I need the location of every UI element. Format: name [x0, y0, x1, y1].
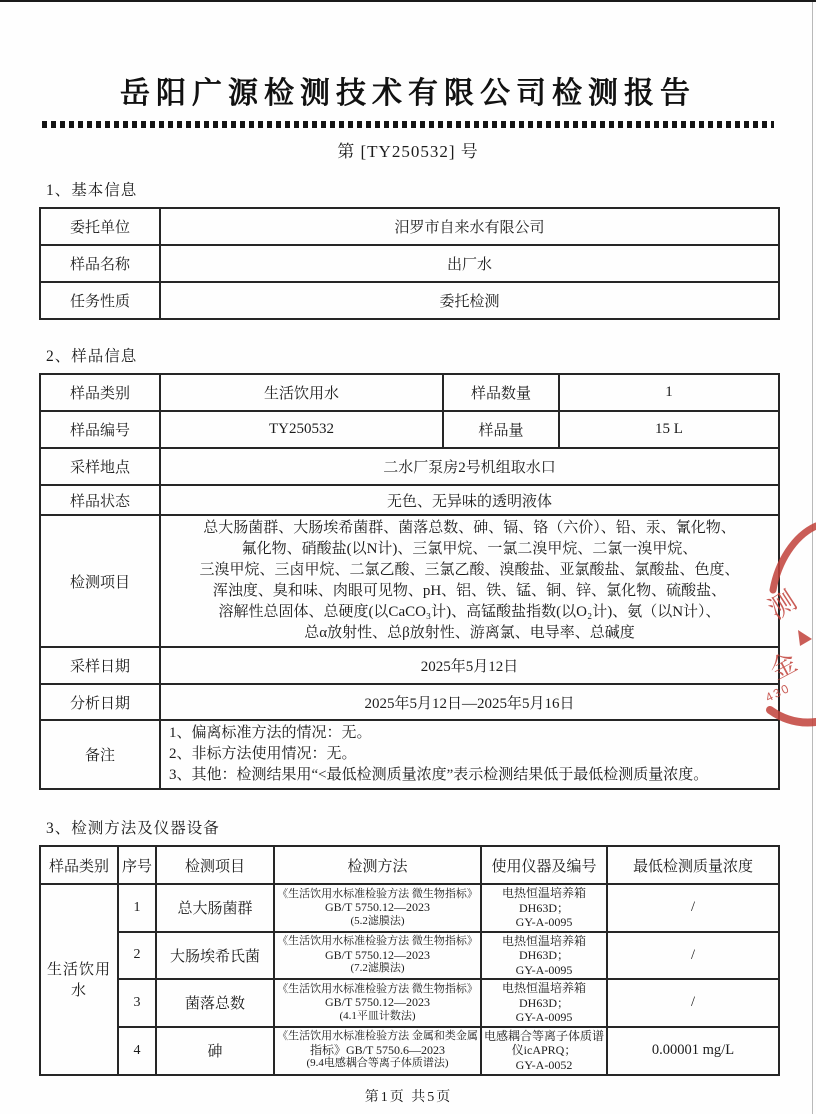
row-number: 4 [118, 1027, 156, 1075]
table-row [40, 720, 779, 789]
row-label: 检测项目 [40, 515, 160, 647]
test-items-line: 溶解性总固体、总硬度(以CaCO₃计)、高锰酸盐指数(以O₂计)、氨（以N计）、 [218, 604, 721, 620]
table-row [40, 245, 779, 282]
table-row [40, 448, 779, 485]
seal-glyph-icon: 测 [762, 585, 802, 626]
row-label: 样品数量 [443, 374, 559, 411]
test-items-line: 总α放射性、总β放射性、游离氯、电导率、总碱度 [304, 625, 635, 641]
report-title: 岳阳广源检测技术有限公司检测报告 [120, 77, 696, 110]
method-line: 《生活饮用水标准检验方法 微生物指标》 [277, 935, 478, 947]
instrument-line: DH63D； [519, 995, 569, 1010]
column-header: 最低检测质量浓度 [607, 846, 779, 884]
instrument-line: 电热恒温培养箱 [501, 886, 586, 900]
test-item: 大肠埃希氏菌 [156, 932, 274, 980]
instrument-cell [481, 932, 607, 980]
row-label: 任务性质 [40, 282, 160, 319]
row-value: 2025年5月12日 [160, 647, 779, 684]
test-items-line: 三溴甲烷、三卤甲烷、二氯乙酸、三氯乙酸、溴酸盐、亚氯酸盐、氯酸盐、色度、 [199, 562, 740, 578]
instrument-line: 仪icAPRQ； [511, 1043, 577, 1058]
method-line: (5.2滤膜法) [350, 914, 405, 927]
method-line: 指标》GB/T 5750.6—2023 [309, 1042, 446, 1057]
seal-glyph-icon: 金 [765, 647, 802, 686]
row-label: 委托单位 [40, 208, 160, 245]
table-row [40, 932, 779, 980]
lod-cell: / [607, 932, 779, 980]
method-line: GB/T 5750.12—2023 [324, 900, 431, 914]
method-cell [274, 1027, 481, 1075]
remark-line: 2、非标方法使用情况：无。 [169, 746, 357, 762]
instrument-line: 电热恒温培养箱 [501, 933, 586, 948]
row-value: 15 L [559, 411, 779, 448]
row-label: 采样地点 [40, 448, 160, 485]
test-item: 砷 [156, 1027, 274, 1075]
table-row [40, 374, 779, 411]
method-line: (7.2滤膜法) [350, 962, 405, 974]
method-line: GB/T 5750.12—2023 [324, 947, 431, 962]
instrument-cell [481, 884, 607, 932]
test-item: 菌落总数 [156, 979, 274, 1027]
method-cell [274, 884, 481, 932]
remark-line: 1、偏离标准方法的情况：无。 [169, 725, 372, 741]
row-value: 2025年5月12日—2025年5月16日 [160, 684, 779, 720]
instrument-line: 电热恒温培养箱 [501, 981, 586, 995]
row-value: TY250532 [160, 411, 443, 448]
method-line: GB/T 5750.12—2023 [324, 995, 431, 1009]
test-items-cell [160, 515, 779, 647]
table-row [40, 684, 779, 720]
instrument-line: 电感耦合等离子体质谱 [484, 1028, 605, 1043]
row-value: 委托检测 [160, 282, 779, 319]
section-heading-methods: 3、检测方法及仪器设备 [46, 820, 220, 837]
row-label: 分析日期 [40, 684, 160, 720]
column-header: 序号 [118, 846, 156, 884]
test-items-line: 氟化物、硝酸盐(以N计)、三氯甲烷、一氯二溴甲烷、二氯一溴甲烷、 [241, 541, 698, 557]
method-line: (4.1平皿计数法) [339, 1009, 416, 1022]
column-header: 检测方法 [274, 846, 481, 884]
row-value: 1 [559, 374, 779, 411]
section-heading-basic-info: 1、基本信息 [46, 182, 138, 199]
test-items-line: 浑浊度、臭和味、肉眼可见物、pH、铝、铁、锰、铜、锌、氯化物、硫酸盐、 [212, 583, 727, 599]
sample-info-table [39, 373, 780, 790]
row-label: 样品编号 [40, 411, 160, 448]
table-row [40, 1027, 779, 1075]
dotted-divider [42, 121, 774, 128]
method-line: (9.4电感耦合等离子体质谱法) [306, 1057, 449, 1070]
row-label: 样品状态 [40, 485, 160, 515]
lod-cell: 0.00001 mg/L [607, 1027, 779, 1075]
test-items-line: 总大肠菌群、大肠埃希菌群、菌落总数、砷、镉、铬（六价）、铅、汞、氰化物、 [203, 520, 736, 536]
lod-cell: / [607, 979, 779, 1027]
scan-edge [812, 2, 813, 1114]
row-value: 无色、无异味的透明液体 [160, 485, 779, 515]
methods-table [39, 845, 780, 1076]
table-row [40, 411, 779, 448]
table-row [40, 282, 779, 319]
row-label: 备注 [40, 720, 160, 789]
instrument-cell [481, 979, 607, 1027]
row-value: 二水厂泵房2号机组取水口 [160, 448, 779, 485]
row-label: 样品名称 [40, 245, 160, 282]
method-line: 《生活饮用水标准检验方法 微生物指标》 [277, 887, 478, 900]
table-row [40, 884, 779, 932]
report-number: 第 [TY250532] 号 [337, 142, 479, 161]
basic-info-table [39, 207, 780, 320]
remark-cell [160, 720, 779, 789]
table-header-row [40, 846, 779, 884]
instrument-line: DH63D； [519, 900, 569, 915]
table-row [40, 979, 779, 1027]
instrument-line: GY-A-0095 [515, 962, 573, 977]
instrument-line: DH63D； [519, 948, 569, 962]
column-header: 样品类别 [40, 846, 118, 884]
test-item: 总大肠菌群 [156, 884, 274, 932]
row-value: 出厂水 [160, 245, 779, 282]
row-label: 样品类别 [40, 374, 160, 411]
row-number: 3 [118, 979, 156, 1027]
lod-cell: / [607, 884, 779, 932]
seal-number: 430 [763, 680, 793, 705]
row-number: 1 [118, 884, 156, 932]
page-footer: 第1页 共5页 [364, 1089, 453, 1105]
instrument-line: GY-A-0095 [515, 1010, 573, 1024]
method-cell [274, 979, 481, 1027]
row-label: 采样日期 [40, 647, 160, 684]
method-line: 《生活饮用水标准检验方法 微生物指标》 [277, 982, 478, 995]
row-label: 样品量 [443, 411, 559, 448]
method-line: 《生活饮用水标准检验方法 金属和类金属 [277, 1030, 478, 1043]
instrument-line: GY-A-0095 [515, 915, 573, 929]
table-row [40, 485, 779, 515]
sample-category-cell: 生活饮用水 [40, 884, 118, 1075]
row-value: 生活饮用水 [160, 374, 443, 411]
method-cell [274, 932, 481, 980]
instrument-line: GY-A-0052 [515, 1057, 573, 1072]
row-value: 汨罗市自来水有限公司 [160, 208, 779, 245]
table-row [40, 208, 779, 245]
instrument-cell [481, 1027, 607, 1075]
table-row [40, 515, 779, 647]
row-number: 2 [118, 932, 156, 980]
column-header: 使用仪器及编号 [481, 846, 607, 884]
column-header: 检测项目 [156, 846, 274, 884]
remark-line: 3、其他：检测结果用“<最低检测质量浓度”表示检测结果低于最低检测质量浓度。 [169, 767, 709, 783]
section-heading-sample-info: 2、样品信息 [46, 348, 138, 365]
table-row [40, 647, 779, 684]
